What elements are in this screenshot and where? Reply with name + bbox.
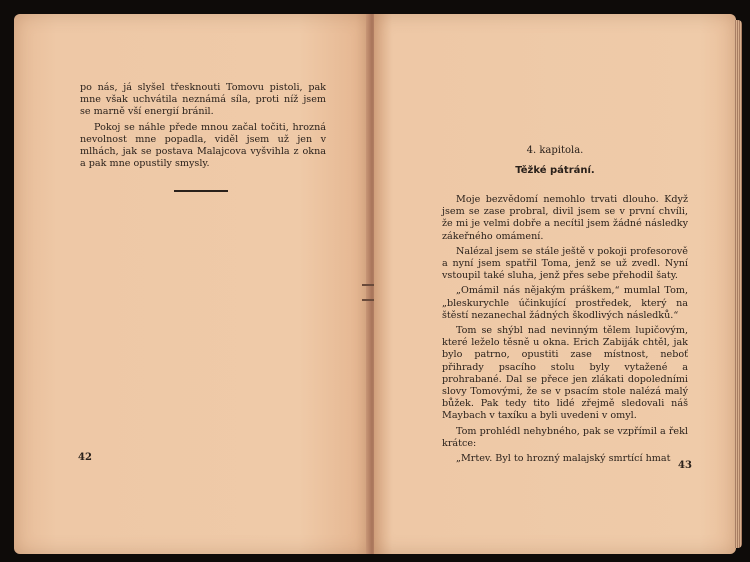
left-page xyxy=(14,14,370,554)
paragraph: Pokoj se náhle přede mnou začal točiti, hrozná nevolnost mne popadla, viděl jsem už jen v mlhách, jak se postava Malajcova vyšvihla z okna a pak mne opustily smysly. xyxy=(80,121,326,170)
paragraph: Tom prohlédl nehybného, pak se vzpřímil a řekl krátce: xyxy=(442,425,688,449)
paragraph: po nás, já slyšel třesknouti Tomovu pistoli, pak mne však uchvátila neznámá síla, proti níž jsem se marně vší energií bránil. xyxy=(80,82,326,118)
page-number-right: 43 xyxy=(678,460,692,471)
page-block-edge xyxy=(734,20,742,548)
paragraph: „Mrtev. Byl to hrozný malajský smrtící hmat xyxy=(456,453,671,465)
chapter-title: Těžké pátrání. xyxy=(515,165,595,176)
section-divider xyxy=(174,190,228,192)
paragraph: Moje bezvědomí nemohlo trvati dlouho. Když jsem se zase probral, divil jsem se v první chvíli, že mi je velmi dobře a necítil jsem žádné následky zákeřného omámení. xyxy=(442,194,688,242)
left-page-text xyxy=(80,82,326,173)
paragraph: „Omámil nás nějakým práškem,“ mumlal Tom, „bleskurychle účinkující prostředek, který na štěstí nezanechal žádných škodlivých následků.“ xyxy=(442,285,688,321)
page-number-left: 42 xyxy=(78,452,92,463)
chapter-heading: 4. kapitola. xyxy=(526,145,584,156)
right-page-text xyxy=(442,194,688,468)
paragraph: Tom se shýbl nad nevinným tělem lupičovým, které leželo těsně u okna. Erich Zabiják chtěl, jak bylo patrno, opustiti zase místnost, neboť přihrady psacího stolu byly vytažené a prohrabané. Dal se přece jen zlákati dopoledními slovy Tomovými, že se v psacím stole nalézá malý bůžek. Pak tedy tito lidé zřejmě sledovali náš Maybach v taxíku a byli uvedeni v omyl. xyxy=(442,325,688,422)
paragraph: Nalézal jsem se stále ještě v pokoji profesorově a nyní jsem spatřil Toma, jenž se už zvedl. Nyní vstoupil také sluha, jenž přes sebe přehodil šaty. xyxy=(442,245,688,282)
right-page xyxy=(374,14,736,554)
open-book xyxy=(14,14,736,554)
